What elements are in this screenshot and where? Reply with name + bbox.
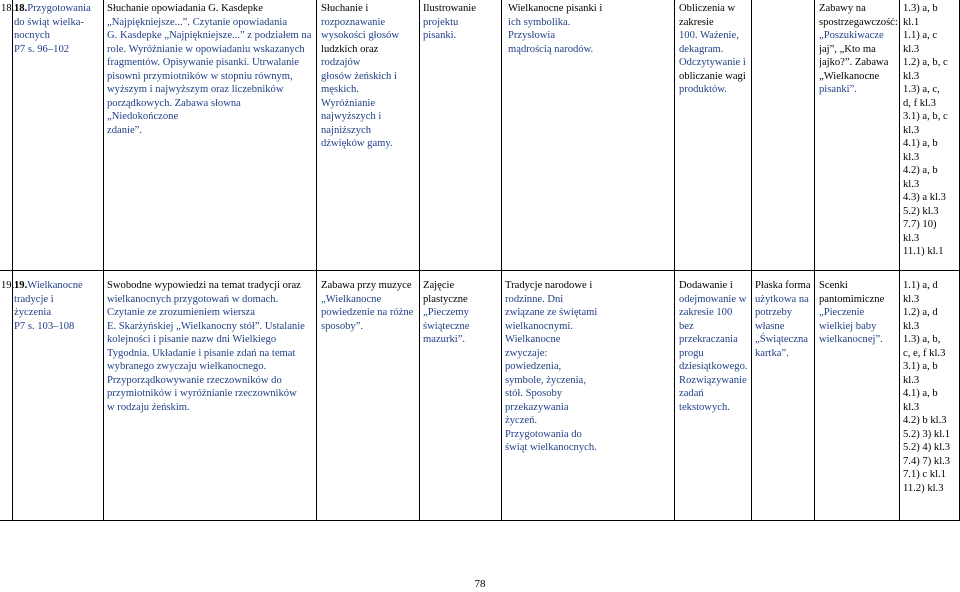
code-line: 5.2) 4) kl.3 — [903, 442, 951, 453]
text-line: wysokości głosów — [321, 30, 399, 41]
text-line: Wielkanocne pisanki i — [508, 3, 603, 14]
code-line: c, e, f kl.3 — [903, 347, 946, 359]
text-line: przymiotników i wyróżnianie rzeczowników — [107, 388, 297, 399]
text-line: Odczytywanie i — [679, 57, 746, 68]
text-line: związane ze świętami — [505, 307, 598, 318]
code-line: 5.2) 3) kl.1 — [903, 428, 951, 440]
text-line: role. Wyróżnianie w opowiadaniu wskazanych — [107, 43, 305, 55]
code-line: 3.1) a, b, c — [903, 111, 948, 122]
pe-activities — [819, 2, 901, 97]
code-line: 4.3) a kl.3 — [903, 192, 946, 203]
math-activities — [679, 279, 754, 414]
code-line: 1.1) a, c — [903, 30, 938, 41]
text-line: Tradycje narodowe i — [505, 280, 593, 291]
text-line: Rozwiązywanie — [679, 374, 747, 386]
text-line: sposoby”. — [321, 320, 364, 332]
text-line: najniższych — [321, 124, 372, 136]
text-line: pisanki. — [423, 30, 457, 41]
text-line: „Wielkanocne — [321, 293, 382, 305]
code-line: 4.2) a, b — [903, 165, 938, 176]
text-line: jaj”, „Kto ma — [819, 43, 876, 55]
art-activities — [423, 279, 503, 347]
code-line: 11.1) kl.1 — [903, 246, 944, 257]
pe-activities — [819, 279, 901, 347]
text-line: Czytanie ze zrozumieniem wiersza — [107, 307, 255, 318]
code-line: d, f kl.3 — [903, 97, 936, 109]
text-line: przekazywania — [505, 401, 569, 413]
code-line: kl.3 — [903, 293, 920, 305]
text-line: „Najpiękniejsze...”. Czytanie opowiadania — [107, 16, 288, 28]
code-line: kl.3 — [903, 232, 920, 244]
code-line: kl.3 — [903, 178, 920, 190]
code-line: 1.3) a, b, — [903, 334, 941, 345]
code-line: 3.1) a, b — [903, 361, 938, 372]
text-line: Scenki — [819, 280, 848, 291]
text-line: wielkanocnych przygotowań w domach. — [107, 293, 279, 305]
text-line: „Poszukiwacze — [819, 30, 884, 41]
code-line: 7.4) 7) kl.3 — [903, 455, 951, 467]
text-line: mazurki”. — [423, 334, 466, 345]
text-line: „Świąteczna — [755, 334, 808, 345]
society-activities — [505, 279, 675, 455]
code-line: 1.2) a, d — [903, 307, 938, 318]
curriculum-codes — [903, 279, 960, 495]
code-line: 1.3) a, c, — [903, 84, 940, 95]
text-line: życzeń. — [505, 415, 538, 426]
text-line: Przysłowia — [508, 30, 556, 41]
text-line: Swobodne wypowiedzi na temat tradycji oraz — [107, 280, 301, 291]
lesson-topic-text: Przygotowania — [27, 3, 91, 14]
text-line: rodzinne. Dni — [505, 293, 564, 305]
text-line: progu — [679, 347, 704, 359]
text-line: świąteczne — [423, 320, 470, 332]
text-line: bez — [679, 320, 694, 332]
text-line: powiedzenia, — [505, 361, 562, 372]
row-18 — [0, 0, 960, 270]
code-line: 1.1) a, d — [903, 280, 938, 291]
text-line: Wielkanocne — [505, 334, 561, 345]
code-line: kl.3 — [903, 70, 920, 82]
text-line: rozpoznawanie — [321, 16, 386, 28]
lesson-topic-line: nocnych — [14, 30, 50, 41]
code-line: 7.7) 10) — [903, 219, 937, 230]
tech-activities — [755, 279, 817, 360]
text-line: zadań — [679, 388, 704, 399]
text-line: przekraczania — [679, 334, 738, 345]
lesson-topic — [14, 279, 104, 333]
text-line: Słuchanie opowiadania G. Kasdepke — [107, 3, 263, 14]
code-line: kl.3 — [903, 374, 920, 386]
text-line: zakresie — [679, 16, 714, 28]
code-line: kl.3 — [903, 401, 920, 413]
text-line: Zabawa przy muzyce — [321, 280, 412, 291]
code-line: 4.1) a, b — [903, 138, 938, 149]
curriculum-codes — [903, 2, 960, 259]
text-line: Przygotowania do — [505, 428, 582, 440]
text-line: mądrością narodów. — [508, 43, 594, 55]
lesson-number-prefix: 18. — [1, 3, 15, 14]
code-line: 4.2) b kl.3 — [903, 415, 947, 426]
text-line: stół. Sposoby — [505, 388, 563, 399]
text-line: Zabawy na — [819, 3, 866, 14]
reading-writing-activities — [107, 279, 317, 414]
code-line: 1.2) a, b, c — [903, 57, 948, 68]
lesson-topic-text: Wielkanocne — [27, 280, 83, 291]
text-line: pantomimiczne — [819, 293, 885, 305]
text-line: „Pieczenie — [819, 307, 865, 318]
text-line: pisanki”. — [819, 84, 857, 95]
code-line: kl.3 — [903, 43, 920, 55]
text-line: wyższym i najwyższym oraz liczebników — [107, 84, 284, 95]
text-line: ich symbolika. — [508, 16, 571, 28]
text-line: Przyporządkowywanie rzeczowników do — [107, 374, 282, 386]
lesson-topic — [14, 2, 104, 56]
text-line: powiedzenie na różne — [321, 307, 414, 318]
code-line: 11.2) kl.3 — [903, 482, 944, 494]
text-line: zwyczaje: — [505, 347, 548, 359]
text-line: użytkowa na — [755, 293, 809, 305]
text-line: własne — [755, 320, 785, 332]
code-line: kl.3 — [903, 124, 920, 136]
text-line: dziesiątkowego. — [679, 361, 748, 372]
page-number: 78 — [474, 578, 486, 590]
row-19 — [0, 271, 960, 520]
math-activities — [679, 2, 754, 97]
text-line: zakresie 100 — [679, 307, 733, 318]
reading-writing-activities — [107, 2, 317, 137]
text-line: Ilustrowanie — [423, 3, 476, 14]
text-line: najwyższych i — [321, 111, 382, 122]
text-line: projektu — [423, 16, 459, 28]
text-line: tekstowych. — [679, 401, 730, 413]
lesson-number: 18. — [14, 3, 28, 14]
text-line: dźwięków gamy. — [321, 138, 393, 149]
text-line: „Pieczemy — [423, 307, 469, 318]
art-activities — [423, 2, 503, 43]
text-line: Dodawanie i — [679, 280, 733, 291]
text-line: zdanie”. — [107, 124, 142, 136]
text-line: G. Kasdepke „Najpiękniejsze...” z podziałem na — [107, 30, 312, 41]
code-line: kl.1 — [903, 16, 920, 28]
text-line: fragmentów. Opisywanie pisanki. Utrwalanie — [107, 57, 300, 68]
lesson-number-prefix: 19. — [1, 280, 15, 291]
text-line: porządkowych. Zabawa słowna „Niedokończone — [107, 97, 241, 122]
text-line: Tygodnia. Układanie i pisanie zdań na temat — [107, 347, 296, 359]
text-line: męskich. — [321, 84, 359, 95]
music-activities — [321, 2, 421, 151]
code-line: 1.3) a, b — [903, 3, 938, 14]
text-line: Obliczenia w — [679, 3, 736, 14]
text-line: Słuchanie i — [321, 3, 369, 14]
text-line: głosów żeńskich i — [321, 70, 397, 82]
lesson-topic-line: życzenia — [14, 307, 52, 318]
text-line: symbole, życzenia, — [505, 374, 586, 386]
text-line: produktów. — [679, 84, 727, 95]
text-line: obliczanie wagi — [679, 70, 746, 82]
text-line: ludzkich oraz — [321, 43, 379, 55]
text-line: potrzeby — [755, 307, 793, 318]
text-line: wielkiej baby — [819, 320, 877, 332]
code-line: kl.3 — [903, 151, 920, 163]
text-line: „Wielkanocne — [819, 70, 880, 82]
code-line: 5.2) kl.3 — [903, 205, 939, 217]
code-line: 4.1) a, b — [903, 388, 938, 399]
text-line: Zajęcie plastyczne — [423, 280, 468, 305]
lesson-topic-line — [14, 279, 101, 293]
text-line: wybranego zwyczaju wielkanocnego. — [107, 361, 267, 372]
lesson-topic-line: do świąt wielka- — [14, 16, 85, 28]
textbook-pages: P7 s. 96–102 — [14, 43, 70, 55]
text-line: E. Skarżyńskiej „Wielkanocny stół”. Ustalanie — [107, 320, 305, 332]
lesson-number: 19. — [14, 280, 28, 291]
text-line: świąt wielkanocnych. — [505, 442, 597, 453]
lesson-topic-line: tradycje i — [14, 293, 54, 305]
text-line: Wyróżnianie — [321, 97, 376, 109]
text-line: rodzajów — [321, 57, 361, 68]
code-line: 7.1) c kl.1 — [903, 469, 946, 480]
code-line: kl.3 — [903, 320, 920, 332]
music-activities — [321, 279, 421, 333]
text-line: Płaska forma — [755, 280, 811, 291]
text-line: odejmowanie w — [679, 293, 747, 305]
text-line: 100. Ważenie, — [679, 30, 739, 41]
text-line: spostrzegawczość: — [819, 16, 898, 28]
text-line: dekagram. — [679, 43, 724, 55]
text-line: pisowni przymiotników w stopniu równym, — [107, 70, 293, 82]
text-line: w rodzaju żeńskim. — [107, 401, 190, 413]
text-line: kartka”. — [755, 347, 789, 359]
row-bottom-border — [0, 520, 960, 521]
textbook-pages: P7 s. 103–108 — [14, 320, 75, 332]
text-line: kolejności i pisanie nazw dni Wielkiego — [107, 334, 277, 345]
lesson-topic-line — [14, 2, 101, 16]
text-line: wielkanocnymi. — [505, 320, 573, 332]
text-line: jajko?”. Zabawa — [819, 57, 889, 68]
text-line: wielkanocnej”. — [819, 334, 883, 345]
society-activities — [508, 2, 676, 56]
